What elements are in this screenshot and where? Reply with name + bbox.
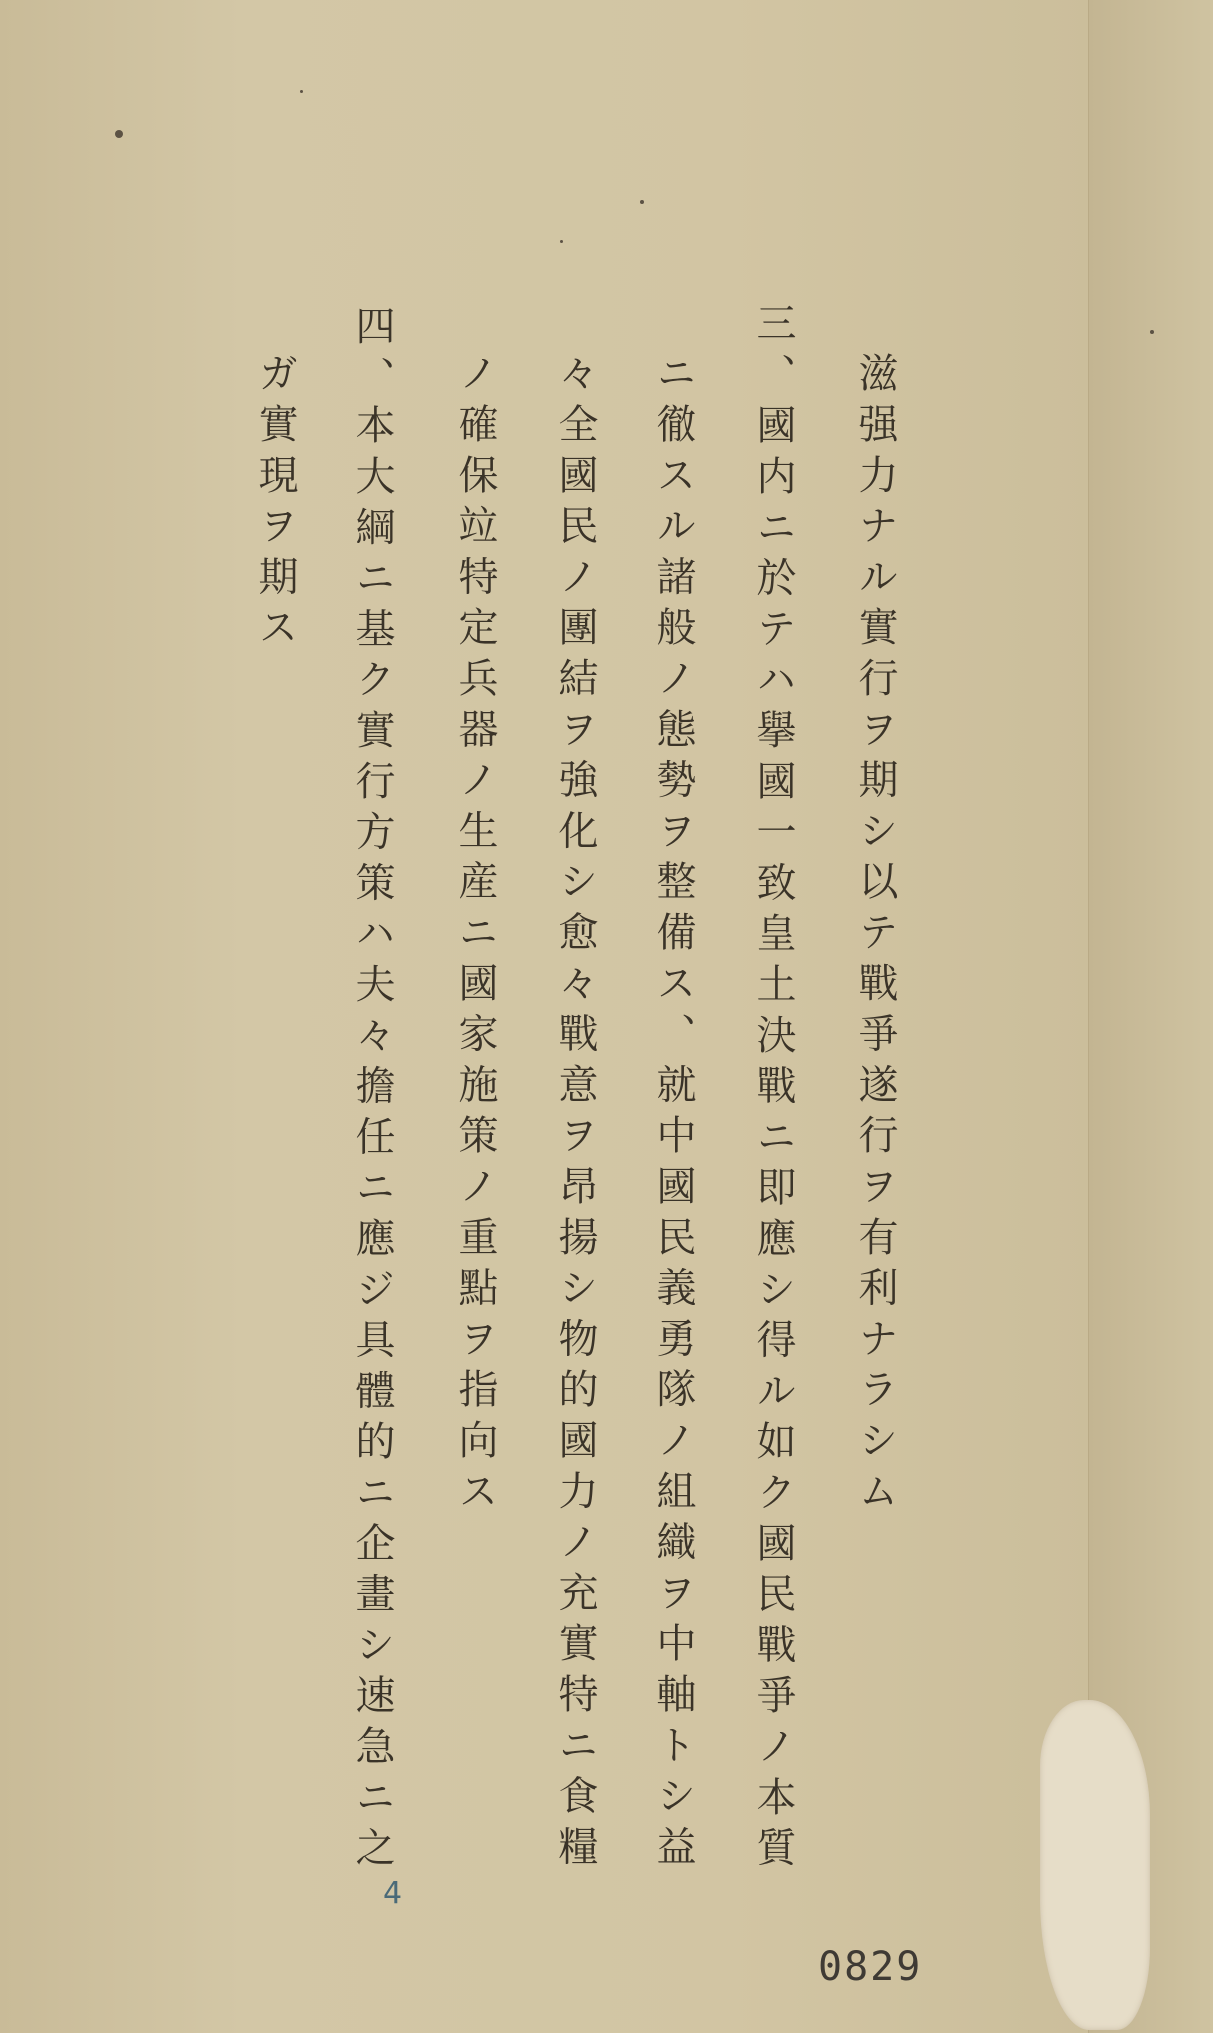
text-column-6: 本大綱ニ基ク實行方策ハ夫々擔任ニ應ジ具體的ニ企畫シ速急ニ之 <box>349 404 395 1878</box>
text-column-5: ノ確保竝特定兵器ノ生産ニ國家施策ノ重點ヲ指向ス <box>452 352 498 1521</box>
text-column-3: ニ徹スル諸般ノ態勢ヲ整備ス、就中國民義勇隊ノ組織ヲ中軸トシ益 <box>650 352 696 1876</box>
ink-speck <box>1150 330 1154 334</box>
text-column-4: 々全國民ノ團結ヲ強化シ愈々戰意ヲ昂揚シ物的國力ノ充實特ニ食糧 <box>552 352 598 1876</box>
ink-speck <box>300 90 303 93</box>
ink-speck <box>115 130 123 138</box>
paper-tear <box>1040 1700 1150 2030</box>
ink-speck <box>560 240 563 243</box>
section-number-3: 三、 <box>750 302 796 404</box>
section-number-4: 四、 <box>349 305 395 407</box>
archive-number-stamp: 0829 <box>818 1944 923 1990</box>
page-number: 4 <box>383 1876 403 1911</box>
text-column-2: 國内ニ於テハ擧國一致皇土決戰ニ即應シ得ル如ク國民戰爭ノ本質 <box>750 404 796 1878</box>
ink-speck <box>640 200 644 204</box>
text-column-7: ガ實現ヲ期ス <box>252 352 298 657</box>
text-column-1: 滋强力ナル實行ヲ期シ以テ戰爭遂行ヲ有利ナラシム <box>852 352 898 1521</box>
